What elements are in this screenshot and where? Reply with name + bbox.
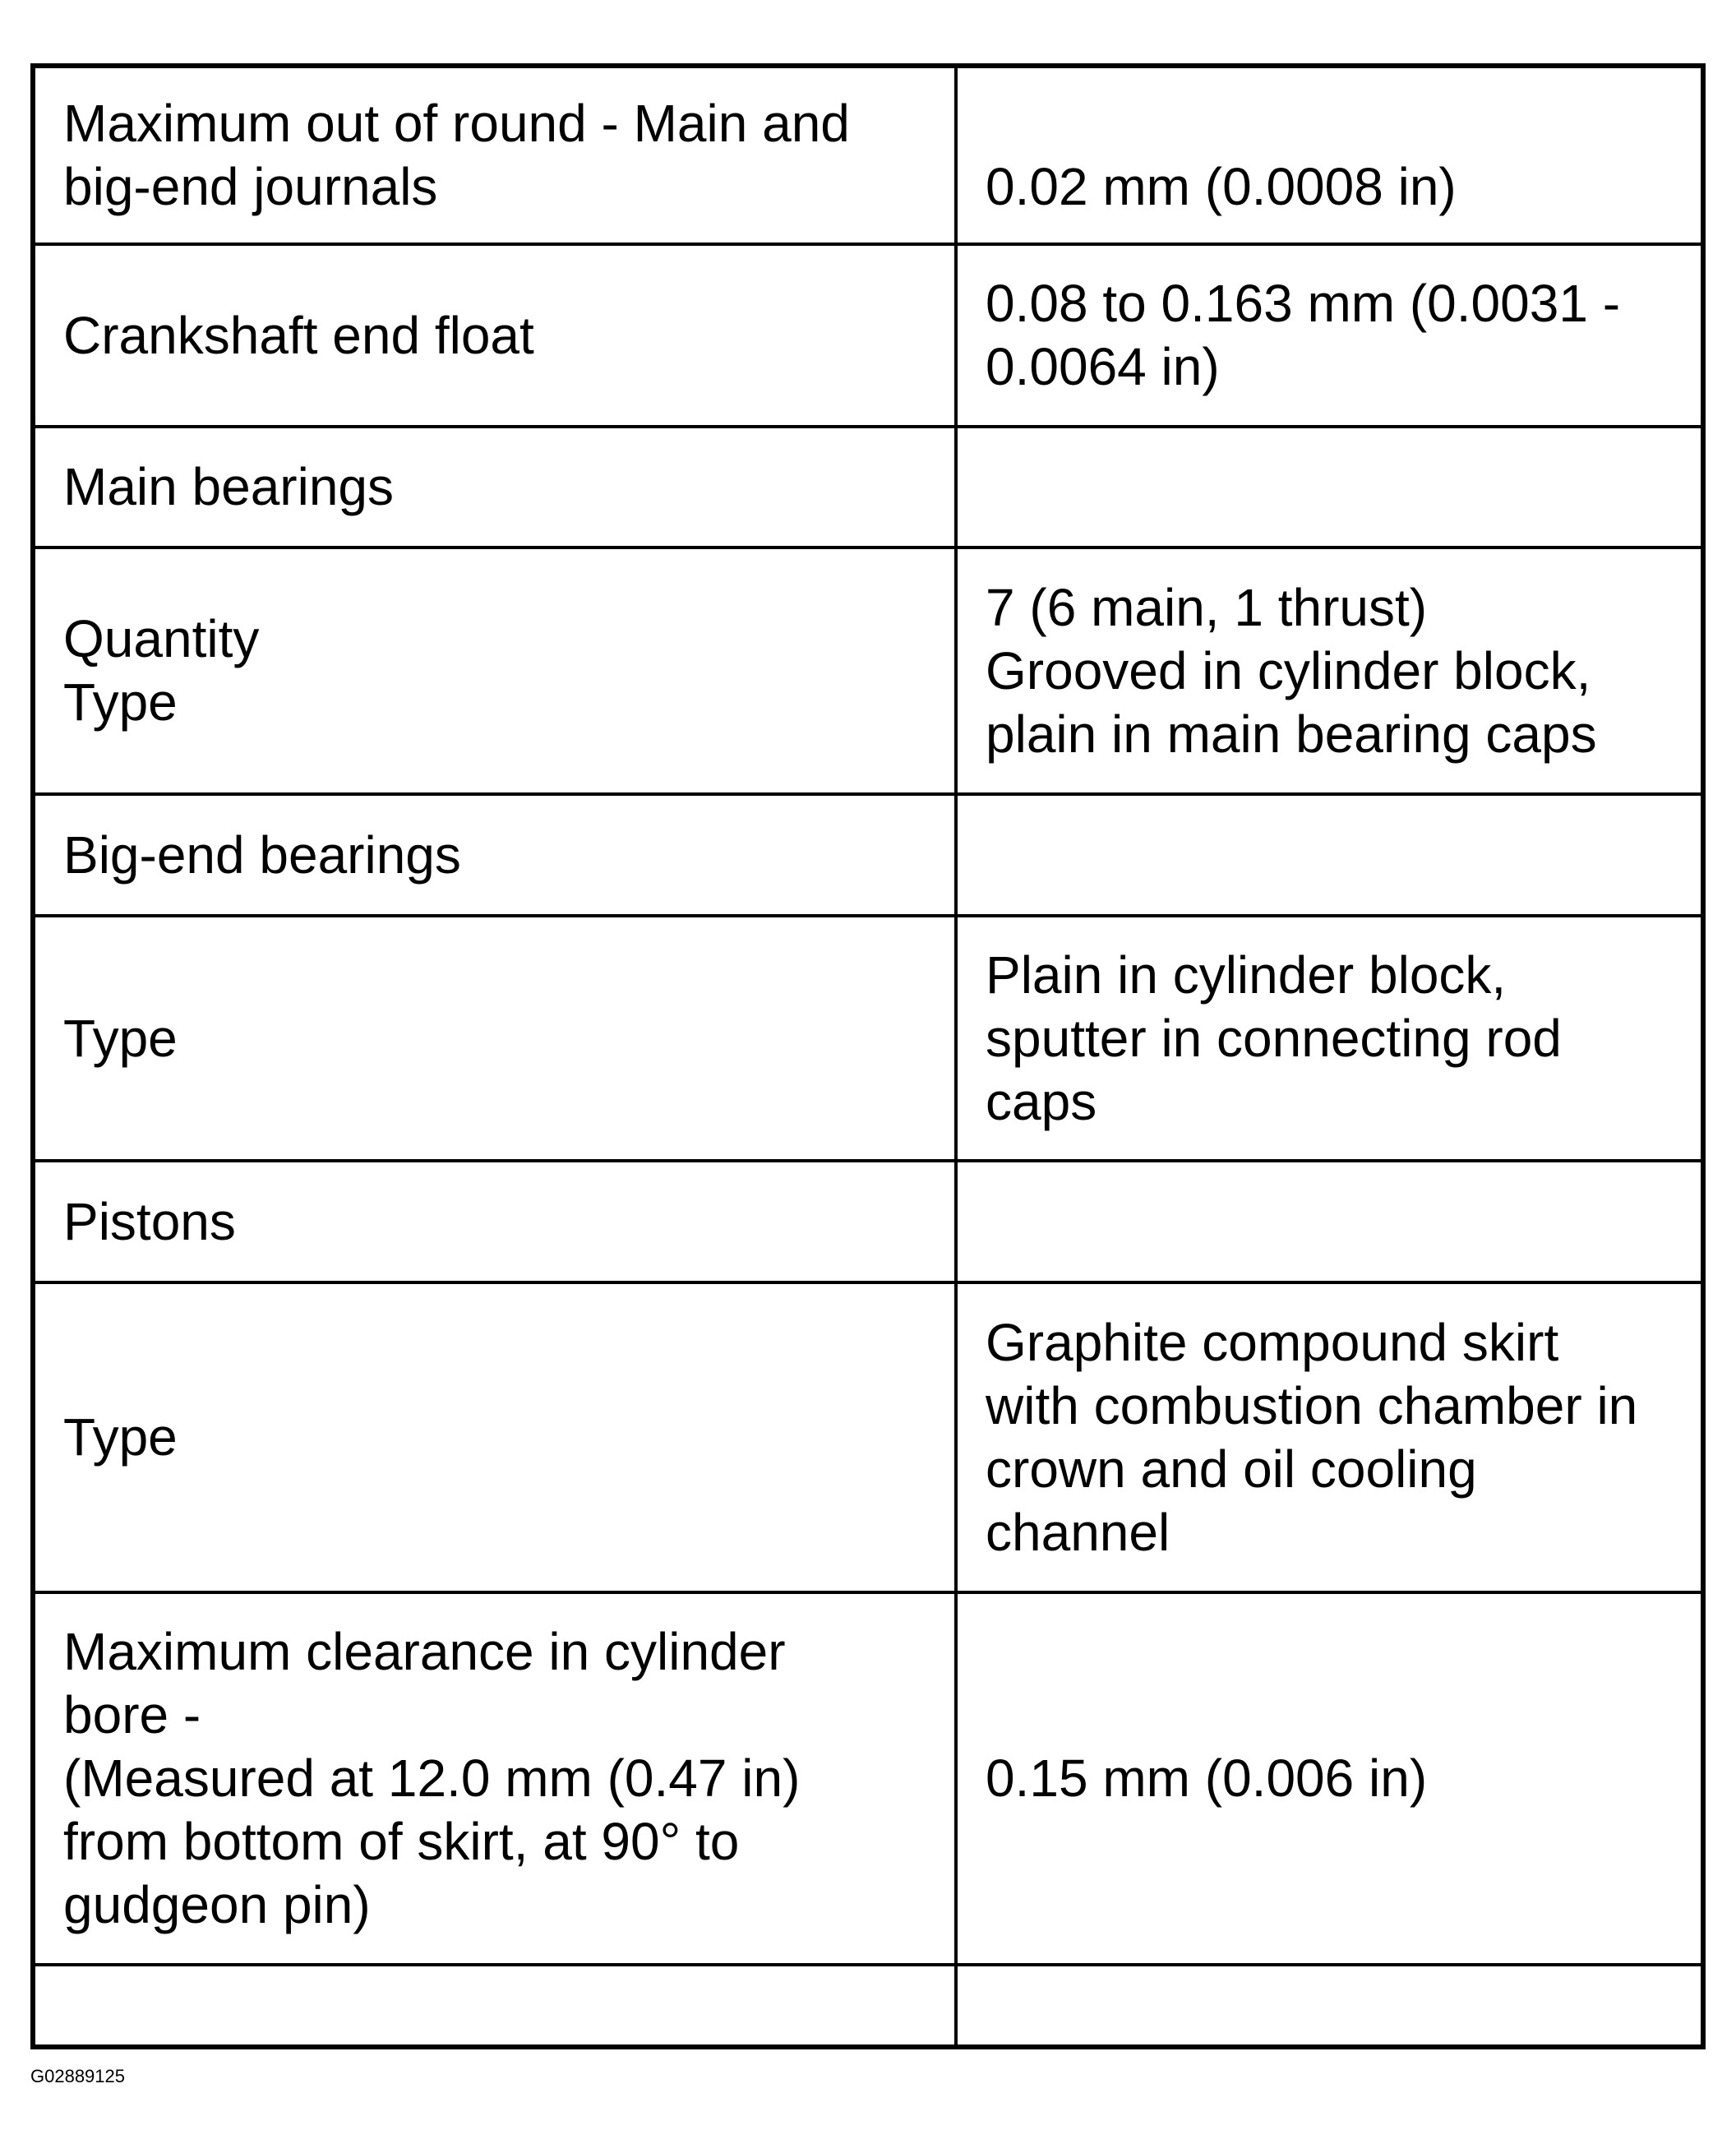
table-row [33,794,1703,916]
row-label: Quantity Type [33,547,956,794]
row-value: Graphite compound skirt with combustion chamber in crown and oil cooling channel [956,1282,1703,1592]
row-label: Main bearings [33,427,956,547]
table-row [33,244,1703,427]
row-label: Pistons [33,1161,956,1282]
figure-code: G02889125 [30,2066,125,2086]
row-value [956,1965,1703,2047]
row-value [956,427,1703,547]
row-label: Crankshaft end float [33,244,956,427]
row-value [956,1161,1703,1282]
row-value: 0.02 mm (0.0008 in) [956,66,1703,244]
table-row [33,1592,1703,1965]
row-value [956,794,1703,916]
row-label: Type [33,1282,956,1592]
row-label: Big-end bearings [33,794,956,916]
table-row [33,427,1703,547]
table-row [33,547,1703,794]
table-row [33,916,1703,1161]
row-value: Plain in cylinder block, sputter in connecting rod caps [956,916,1703,1161]
row-label [33,1965,956,2047]
row-value: 7 (6 main, 1 thrust) Grooved in cylinder block, plain in main bearing caps [956,547,1703,794]
row-value: 0.08 to 0.163 mm (0.0031 - 0.0064 in) [956,244,1703,427]
table-row [33,66,1703,244]
row-label: Type [33,916,956,1161]
row-label: Maximum clearance in cylinder bore - (Measured at 12.0 mm (0.47 in) from bottom of skirt, at 90° to gudgeon pin) [33,1592,956,1965]
table-row [33,1282,1703,1592]
table-row [33,1161,1703,1282]
row-value: 0.15 mm (0.006 in) [956,1592,1703,1965]
specifications-table [30,63,1706,2049]
row-label: Maximum out of round - Main and big-end journals [33,66,956,244]
table-row [33,1965,1703,2047]
